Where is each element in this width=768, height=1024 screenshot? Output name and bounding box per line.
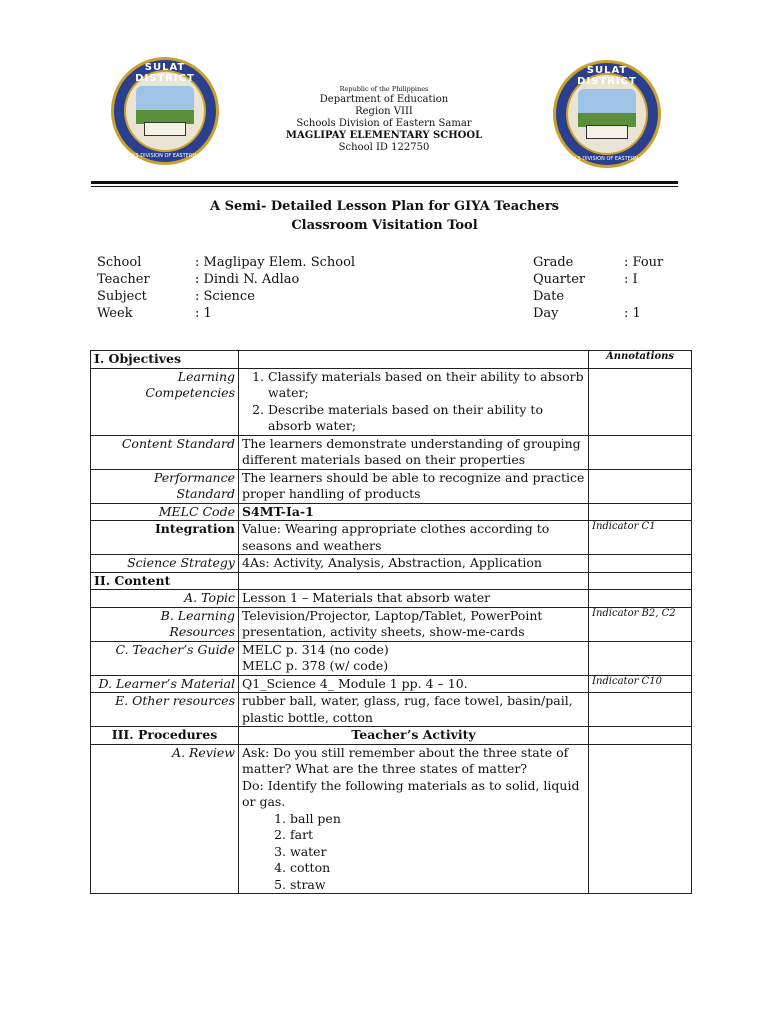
learners-material-value: Q1_Science 4_ Module 1 pp. 4 – 10. <box>239 675 589 693</box>
table-row-review <box>91 744 692 894</box>
table-row-other-resources <box>91 693 692 727</box>
info-value-school: : Maglipay Elem. School <box>195 255 356 270</box>
annotation-cell <box>589 555 692 573</box>
learning-competencies-label: Learning Competencies <box>91 368 239 435</box>
list-item: 2. fart <box>290 827 585 844</box>
seal-subtext: SCHOOLS DIVISION OF EASTERN SAMAR <box>556 156 658 162</box>
other-resources-label: E. Other resources <box>91 693 239 727</box>
annotation-cell <box>589 693 692 727</box>
topic-value: Lesson 1 – Materials that absorb water <box>239 590 589 608</box>
list-item: 2. Describe materials based on their ability to absorb water; <box>268 402 585 435</box>
info-label-school: School <box>97 255 142 270</box>
seal-sky <box>136 86 194 110</box>
letterhead-region: Region VIII <box>355 106 413 117</box>
info-value-date <box>624 288 694 305</box>
list-item: 3. water <box>290 844 585 861</box>
annotation-cell <box>589 727 692 745</box>
integration-annotation: Indicator C1 <box>589 521 692 555</box>
annotation-cell <box>589 435 692 469</box>
science-strategy-value: 4As: Activity, Analysis, Abstraction, Application <box>239 555 589 573</box>
info-value-grade: : Four <box>624 255 664 270</box>
list-item: 1. ball pen <box>290 811 585 828</box>
review-label: A. Review <box>91 744 239 894</box>
school-seal-right <box>553 60 661 168</box>
info-label-day: Day <box>533 306 559 321</box>
info-left-labels <box>97 254 197 322</box>
list-item: 1. Classify materials based on their ability to absorb water; <box>268 369 585 402</box>
list-item: 4. cotton <box>290 860 585 877</box>
review-items-list <box>242 811 585 894</box>
teachers-guide-value <box>239 641 589 675</box>
performance-standard-value: The learners should be able to recognize and practice proper handling of products <box>239 469 589 503</box>
info-label-date: Date <box>533 289 565 304</box>
teachers-guide-line2: MELC p. 378 (w/ code) <box>242 658 389 673</box>
annotation-cell <box>589 469 692 503</box>
learning-resources-label: B. Learning Resources <box>91 607 239 641</box>
info-value-day: : 1 <box>624 306 641 321</box>
seal-subtext: SCHOOLS DIVISION OF EASTERN SAMAR <box>114 153 216 159</box>
letterhead-school-name: MAGLIPAY ELEMENTARY SCHOOL <box>285 130 483 141</box>
letterhead <box>240 84 528 154</box>
topic-label: A. Topic <box>91 590 239 608</box>
table-row-teachers-guide <box>91 641 692 675</box>
annotation-cell <box>589 744 692 894</box>
other-resources-value: rubber ball, water, glass, rug, face towel, basin/pail, plastic bottle, cotton <box>239 693 589 727</box>
learning-competencies-value <box>239 368 589 435</box>
teachers-guide-line1: MELC p. 314 (no code) <box>242 641 389 657</box>
annotation-cell <box>589 503 692 521</box>
content-header-empty <box>239 572 589 590</box>
table-row-procedures-header <box>91 727 692 745</box>
table-row-objectives-header <box>91 351 692 369</box>
seal-book-icon <box>586 125 628 139</box>
info-label-teacher: Teacher <box>97 272 150 287</box>
melc-code-value: S4MT-Ia-1 <box>239 503 589 521</box>
seal-book-icon <box>144 122 186 136</box>
info-left-values <box>195 254 415 322</box>
integration-label: Integration <box>91 521 239 555</box>
info-value-week: : 1 <box>195 306 212 321</box>
document-subtitle: Classroom Visitation Tool <box>291 218 478 233</box>
letterhead-republic: Republic of the Philippines <box>339 85 429 93</box>
teachers-activity-header: Teacher’s Activity <box>239 727 589 745</box>
letterhead-division: Schools Division of Eastern Samar <box>296 118 472 129</box>
info-value-teacher: : Dindi N. Adlao <box>195 272 300 287</box>
seal-text: SULAT DISTRICT <box>135 62 195 84</box>
lesson-plan-table <box>90 350 692 894</box>
objectives-header-empty <box>239 351 589 369</box>
list-item: 5. straw <box>290 877 585 894</box>
objectives-header: I. Objectives <box>91 351 239 369</box>
header-divider-thin <box>91 186 678 187</box>
learning-resources-annotation: Indicator B2, C2 <box>589 607 692 641</box>
info-value-quarter: : I <box>624 272 638 287</box>
annotations-header: Annotations <box>589 351 692 369</box>
table-row-topic <box>91 590 692 608</box>
table-row-science-strategy <box>91 555 692 573</box>
letterhead-department: Department of Education <box>319 94 449 105</box>
content-header: II. Content <box>91 572 239 590</box>
annotation-cell <box>589 590 692 608</box>
content-standard-value: The learners demonstrate understanding of grouping different materials based on their properties <box>239 435 589 469</box>
learners-material-label: D. Learner’s Material <box>91 675 239 693</box>
table-row-learning-competencies <box>91 368 692 435</box>
info-right-values <box>624 254 694 322</box>
seal-text: SULAT DISTRICT <box>577 65 637 87</box>
annotation-cell <box>589 641 692 675</box>
table-row-learning-resources <box>91 607 692 641</box>
info-label-quarter: Quarter <box>533 272 586 287</box>
learning-competencies-list <box>242 369 585 435</box>
performance-standard-label: Performance Standard <box>91 469 239 503</box>
table-row-learners-material <box>91 675 692 693</box>
review-value <box>239 744 589 894</box>
learning-resources-value: Television/Projector, Laptop/Tablet, PowerPoint presentation, activity sheets, show-me-cards <box>239 607 589 641</box>
procedures-header: III. Procedures <box>91 727 239 745</box>
info-label-subject: Subject <box>97 289 147 304</box>
school-seal-left <box>111 57 219 165</box>
seal-sky <box>578 89 636 113</box>
table-row-content-header <box>91 572 692 590</box>
melc-code-label: MELC Code <box>91 503 239 521</box>
teachers-guide-label: C. Teacher’s Guide <box>91 641 239 675</box>
document-title: A Semi- Detailed Lesson Plan for GIYA Teachers <box>209 199 559 214</box>
table-row-content-standard <box>91 435 692 469</box>
annotation-cell <box>589 572 692 590</box>
table-row-melc-code <box>91 503 692 521</box>
table-row-integration <box>91 521 692 555</box>
review-ask: Ask: Do you still remember about the three state of matter? What are the three states of matter? <box>242 744 569 776</box>
info-label-grade: Grade <box>533 255 574 270</box>
annotation-cell <box>589 368 692 435</box>
table-row-performance-standard <box>91 469 692 503</box>
content-standard-label: Content Standard <box>91 435 239 469</box>
letterhead-school-id: School ID 122750 <box>338 142 430 153</box>
review-do: Do: Identify the following materials as to solid, liquid or gas. <box>242 777 580 809</box>
science-strategy-label: Science Strategy <box>91 555 239 573</box>
header-divider-thick <box>91 181 678 184</box>
info-right-labels <box>533 254 623 322</box>
info-value-subject: : Science <box>195 289 255 304</box>
learners-material-annotation: Indicator C10 <box>589 675 692 693</box>
info-label-week: Week <box>97 306 133 321</box>
integration-value: Value: Wearing appropriate clothes according to seasons and weathers <box>239 521 589 555</box>
